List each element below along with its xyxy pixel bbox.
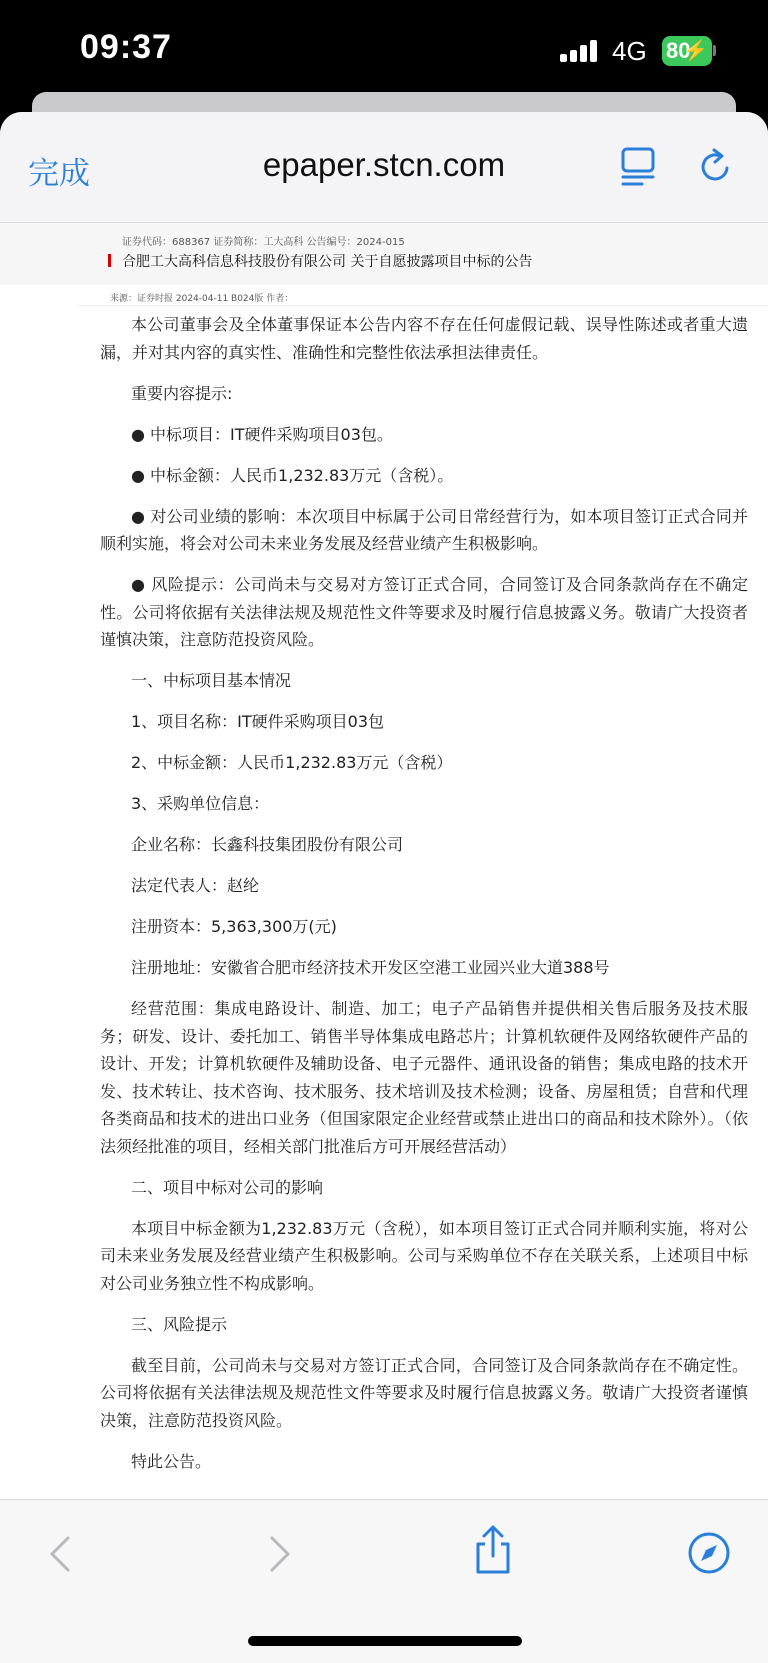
paragraph: ● 中标金额：人民币1,232.83万元（含税）。 — [131, 465, 454, 485]
nav-bar — [0, 112, 768, 223]
compass-icon[interactable] — [686, 1530, 732, 1576]
paragraph: 本公司董事会及全体董事保证本公告内容不存在任何虚假记载、误导性陈述或者重大遗漏，并对其内容的真实性、准确性和完整性依法承担法律责任。 — [100, 315, 748, 362]
paragraph: 特此公告。 — [131, 1451, 212, 1471]
browser-sheet — [0, 112, 768, 1663]
reload-icon[interactable] — [696, 146, 736, 186]
reader-view-icon[interactable] — [620, 146, 658, 186]
cellular-signal-icon — [560, 40, 600, 62]
section-heading: 三、风险提示 — [131, 1314, 228, 1334]
paragraph: 经营范围：集成电路设计、制造、加工；电子产品销售并提供相关售后服务及技术服务；研发、设计、委托加工、销售半导体集成电路芯片；计算机软硬件及网络软硬件产品的设计、开发；计算机软硬件及辅助设备、电子元器件、通讯设备的销售；集成电路的技术开发、技术转让、技术咨询、技术服务、技术培训及技术检测；设备、房屋租赁；自营和代理各类商品和技术的进出口业务（但国家限定企业经营或禁止进出口的商品和技术除外）。（依法须经批准的项目，经相关部门批准后方可开展经营活动） — [100, 999, 748, 1156]
divider — [78, 305, 768, 306]
charging-bolt-icon: ⚡ — [683, 40, 708, 62]
section-heading: 一、中标项目基本情况 — [131, 671, 292, 690]
paragraph: 重要内容提示: — [131, 383, 233, 403]
paragraph: 法定代表人：赵纶 — [131, 876, 260, 895]
forward-chevron-icon[interactable] — [256, 1530, 300, 1578]
battery-level: 80 — [666, 38, 691, 63]
paragraph: 2、中标金额：人民币1,232.83万元（含税） — [131, 753, 453, 772]
document-header — [0, 223, 768, 285]
status-time: 09:37 — [80, 28, 172, 66]
paragraph: 1、项目名称：IT硬件采购项目03包 — [131, 712, 385, 731]
security-codes: 证券代码：688367 证券简称：工大高科 公告编号：2024-015 — [122, 237, 405, 248]
document-title: 合肥工大高科信息科技股份有限公司 关于自愿披露项目中标的公告 — [122, 254, 533, 270]
status-bar — [0, 0, 768, 100]
network-type: 4G — [612, 36, 647, 66]
announcement-body — [100, 311, 748, 1489]
source-line: 来源：证券时报 2024-04-11 B024版 作者： — [110, 294, 294, 304]
paragraph: 注册地址：安徽省合肥市经济技术开发区空港工业园兴业大道388号 — [131, 958, 610, 977]
battery-icon — [662, 36, 712, 66]
paragraph: 企业名称：长鑫科技集团股份有限公司 — [131, 835, 404, 854]
url-label: epaper.stcn.com — [262, 146, 506, 183]
paragraph: 截至目前，公司尚未与交易对方签订正式合同，合同签订及合同条款尚存在不确定性。公司将依据有关法律法规及规范性文件等要求及时履行信息披露义务。敬请广大投资者谨慎决策，注意防范投资风险。 — [100, 1355, 748, 1430]
share-icon[interactable] — [470, 1524, 516, 1576]
paragraph: ● 中标项目：IT硬件采购项目03包。 — [131, 424, 393, 444]
back-chevron-icon[interactable] — [40, 1530, 84, 1578]
page-content[interactable] — [0, 223, 768, 1611]
home-indicator — [248, 1636, 522, 1646]
paragraph: 注册资本：5,363,300万(元) — [131, 917, 337, 936]
battery-cap — [713, 45, 716, 56]
paragraph: ● 风险提示：公司尚未与交易对方签订正式合同，合同签订及合同条款尚存在不确定性。公司将依据有关法律法规及规范性文件等要求及时履行信息披露义务。敬请广大投资者谨慎决策，注意防范投资风险。 — [100, 575, 748, 649]
title-marker — [108, 254, 111, 267]
done-button[interactable]: 完成 — [28, 156, 90, 192]
paragraph: ● 对公司业绩的影响：本次项目中标属于公司日常经营行为，如本项目签订正式合同并顺利实施，将会对公司未来业务发展及经营业绩产生积极影响。 — [100, 506, 748, 553]
section-heading: 二、项目中标对公司的影响 — [131, 1177, 324, 1197]
paragraph: 本项目中标金额为1,232.83万元（含税），如本项目签订正式合同并顺利实施，将对公司未来业务发展及经营业绩产生积极影响。公司与采购单位不存在关联关系，上述项目中标对公司业务独立性不构成影响。 — [100, 1218, 748, 1293]
paragraph: 3、采购单位信息： — [131, 794, 270, 813]
